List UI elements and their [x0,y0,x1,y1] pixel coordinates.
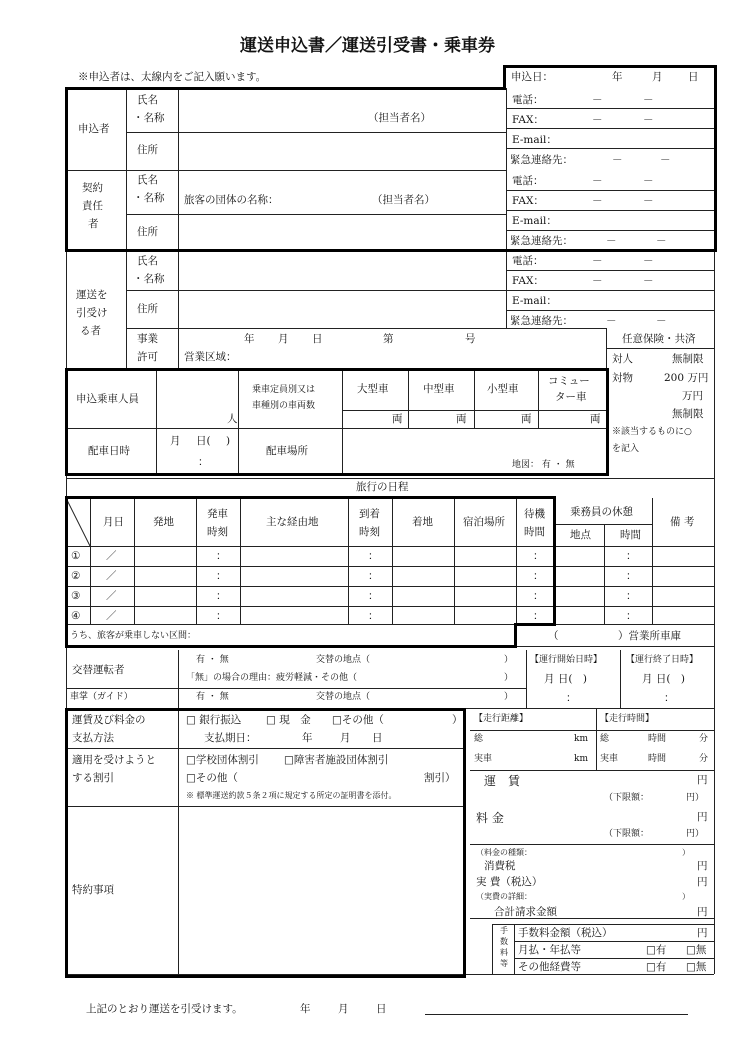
insurance-man-yen: 万円 [682,390,703,402]
time-colon: ： [533,550,544,562]
operation-end-md: 月 日( ) [642,673,686,685]
table-rule [408,370,409,428]
table-rule [506,210,714,211]
permit-label: 事業 [137,333,158,345]
table-rule [506,310,714,311]
permit-month: 月 [278,333,289,345]
acceptance-year: 年 [300,1003,311,1015]
table-rule [470,918,714,919]
date-slash: ／ [106,610,117,622]
col-departure: 発車 [207,508,228,520]
applicant-fax-label: FAX： [512,114,544,126]
acceptance-month: 月 [338,1003,349,1015]
col-route: 主な経由地 [266,516,319,528]
distance-title: 【走行距離】 [474,714,529,724]
dash: － [643,255,654,267]
table-rule [65,368,68,476]
time-colon: ： [626,590,637,602]
total-amount-label: 合計請求金額 [494,906,557,918]
discount-close: 割引） [424,772,456,784]
table-rule [65,708,68,978]
table-rule [65,368,609,371]
time-colon: ： [368,550,379,562]
payment-due-day: 日 [372,732,383,744]
time-colon: ： [533,590,544,602]
carrier-fax-label: FAX： [512,275,544,287]
time-colon: ： [216,570,227,582]
col-departure-2: 時刻 [207,526,228,538]
table-rule [506,148,714,149]
paren: ） [682,848,690,857]
table-rule [506,290,714,291]
contract-email-label: E-mail： [512,215,557,227]
carrier-label-2: 引受け [76,307,108,319]
other-expenses-label: その他経費等 [518,961,581,973]
dash: － [592,275,603,287]
table-rule [178,88,179,368]
table-rule [238,370,239,474]
group-name-label: 旅客の団体の名称： [184,194,279,206]
minute-unit: 分 [699,734,709,744]
table-rule [156,428,157,474]
col-origin: 発地 [153,516,174,528]
table-rule [463,708,466,978]
operation-start-colon: ： [566,692,577,704]
commission-label: 手数料金額（税込） [518,927,613,939]
acceptance-day: 日 [376,1003,387,1015]
table-rule [553,496,556,626]
paren: ） [504,655,514,665]
hour-unit: 時間 [648,754,667,764]
table-rule [66,428,606,429]
permit-day: 日 [312,333,323,345]
dispatch-paren: ) [226,435,231,447]
dash: － [656,315,667,327]
dash: － [643,114,654,126]
date-slash: ／ [106,570,117,582]
table-rule [126,132,506,133]
table-rule [65,87,506,90]
charge-min-label: （下限額： [604,829,650,839]
table-rule [65,249,717,252]
carrier-emergency-label: 緊急連絡先： [510,315,573,327]
table-rule [606,368,609,476]
contract-tel-label: 電話： [512,175,544,187]
col-wait: 待機 [524,508,545,520]
table-rule [66,170,506,171]
operation-end-colon: ： [664,692,675,704]
payment-label: 運賃及び料金の [72,714,146,726]
permit-label-2: 許可 [137,351,158,363]
carrier-tel-label: 電話： [512,255,544,267]
row-number: ④ [71,610,81,622]
payment-cash-option: □ 現 金 [266,714,311,726]
dash: － [592,94,603,106]
page-title: 運送申込書／運送引受書・乗車券 [240,36,495,56]
discount-label: 適用を受けようと [72,754,156,766]
time-colon: ： [626,550,637,562]
dispatch-month: 月 [170,435,181,447]
capacity-label: 乗車定員別又は [252,385,316,395]
table-rule [506,108,714,109]
table-rule [66,546,714,547]
commuter-label-2: ター車 [555,391,587,403]
vehicle-unit: 両 [392,413,403,425]
col-rest-time: 時間 [620,529,641,541]
table-rule [178,650,179,708]
dash: － [592,255,603,267]
hour-unit: 時間 [648,734,667,744]
charge-label: 料 金 [476,811,504,825]
table-rule [66,688,526,689]
applicant-address-label: 住所 [137,144,158,156]
commission-vertical-label: 数 [500,937,508,946]
time-colon: ： [626,570,637,582]
dispatch-time-colon: ： [198,456,209,468]
paren: ） [682,892,690,901]
row-number: ③ [71,590,81,602]
passenger-count-label: 申込乗車人員 [76,393,139,405]
office-open: （ [548,630,559,642]
yen-unit: 円 [697,860,708,872]
table-rule [66,806,464,807]
commission-vertical-label: 料 [500,948,508,957]
apply-date-day: 日 [688,71,699,83]
signature-line [425,1014,688,1015]
table-rule [506,270,714,271]
dash: － [643,94,654,106]
relief-point-label: 交替の地点（ [316,655,371,665]
km-unit: km [574,754,588,764]
col-destination: 着地 [412,516,433,528]
vehicle-unit: 両 [521,413,532,425]
dash: － [606,235,617,247]
instruction-note: ※申込者は、太線内をご記入願います。 [78,71,267,83]
payment-other-option: □その他（ [332,714,384,726]
carrier-label-3: る者 [80,325,101,337]
table-rule [492,924,714,925]
large-bus-label: 大型車 [357,383,389,395]
km-unit: km [574,734,588,744]
contract-emergency-label: 緊急連絡先： [510,235,573,247]
table-rule [65,496,556,499]
table-rule [66,586,714,587]
insurance-property-value: 200 万円 [664,372,709,384]
persons-unit: 人 [227,413,238,425]
vehicle-unit: 両 [456,413,467,425]
table-rule [474,370,475,428]
dash: － [643,275,654,287]
medium-bus-label: 中型車 [423,383,455,395]
dash: － [660,154,671,166]
date-slash: ／ [106,590,117,602]
dash: － [612,154,623,166]
relief-reason-label: 「無」の場合の理由：疲労軽減・その他（ [186,673,358,683]
drive-time-total-label: 総 [600,734,610,744]
guide-yes-no: 有 ・ 無 [196,692,229,702]
contract-label-3: 者 [88,218,99,230]
carrier-name-label: 氏名 [137,255,158,267]
table-rule [596,708,597,770]
table-rule [514,924,515,974]
apply-date-month: 月 [652,71,663,83]
applicant-emergency-label: 緊急連絡先： [510,154,573,166]
table-rule [66,624,714,625]
operation-start-label: 【運行開始日時】 [530,655,603,665]
applicant-email-label: E-mail： [512,134,557,146]
business-area-label: 営業区域： [184,351,237,363]
contract-name-label: 氏名 [137,174,158,186]
contract-person-label: （担当者名） [372,194,435,206]
dash: － [592,195,603,207]
drive-time-title: 【走行時間】 [600,714,655,724]
col-arrival: 到着 [359,508,380,520]
time-colon: ： [216,550,227,562]
dash: － [643,195,654,207]
vehicle-unit: 両 [590,413,601,425]
table-rule [66,566,714,567]
table-rule [126,214,506,215]
col-remarks: 備 考 [670,516,695,528]
col-arrival-2: 時刻 [359,526,380,538]
disabled-discount-option: □障害者施設団体割引 [284,754,389,766]
monthly-payment-label: 月払・年払等 [518,944,581,956]
actual-cost-detail-label: （実費の詳細： [476,892,532,901]
table-rule [514,941,714,942]
paren: ） [504,692,514,702]
time-colon: ： [533,610,544,622]
dispatch-date-label: 配車日時 [88,445,130,457]
time-colon: ： [533,570,544,582]
other-expenses-yes-option: □有 [646,961,667,973]
charge-kind-label: （料金の種類： [476,848,532,857]
table-rule [65,496,68,648]
insurance-property-label: 対物 [612,372,633,384]
operation-start-md: 月 日( ) [544,673,588,685]
contract-label-2: 責任 [82,200,103,212]
discount-label-2: する割引 [72,772,114,784]
yen-unit: 円 [697,927,708,939]
dispatch-day: 日( [196,435,211,447]
distance-actual-label: 実車 [474,754,493,764]
special-terms-label: 特約事項 [72,884,114,896]
contract-name-label-2: ・名称 [133,192,165,204]
other-expenses-no-option: □無 [686,961,707,973]
table-rule [65,645,517,648]
other-discount-option: □その他（ [186,772,238,784]
table-rule [604,524,605,624]
dispatch-place-label: 配車場所 [266,445,308,457]
office-garage-label: ）営業所車庫 [618,630,681,642]
fare-min-label: （下限額： [604,793,650,803]
table-rule [65,975,466,978]
dash: － [592,175,603,187]
col-rest-place: 地点 [570,529,591,541]
date-slash: ／ [106,550,117,562]
dash: － [606,315,617,327]
contract-label-1: 契約 [82,182,103,194]
dash: － [656,235,667,247]
table-rule [156,370,157,428]
yen-unit: 円 [697,906,708,918]
payment-due-label: 支払期日： [204,732,257,744]
carrier-label-1: 運送を [76,289,108,301]
operation-end-label: 【運行終了日時】 [626,655,699,665]
insurance-title: 任意保険・共済 [622,333,696,345]
row-number: ② [71,570,81,582]
payment-label-2: 支払方法 [72,732,114,744]
table-rule [620,650,621,708]
permit-year: 年 [244,333,255,345]
paren: ） [504,673,514,683]
carrier-address-label: 住所 [137,303,158,315]
applicant-label: 申込者 [78,123,110,135]
dash: － [643,175,654,187]
apply-date-label: 申込日： [511,71,553,83]
time-colon: ： [368,610,379,622]
guide-point-label: 交替の地点（ [316,692,371,702]
time-colon: ： [216,590,227,602]
table-rule [65,473,609,476]
commission-vertical-label: 等 [500,959,508,968]
applicant-name-label-2: ・名称 [133,112,165,124]
time-colon: ： [368,570,379,582]
applicant-tel-label: 電話： [512,94,544,106]
table-rule [126,290,506,291]
capacity-label-2: 車種別の車両数 [252,401,316,411]
col-date: 月日 [103,516,124,528]
drive-time-actual-label: 実車 [600,754,619,764]
yen-unit: 円 [697,811,708,823]
no-passenger-section-label: うち、旅客が乗車しない区間： [70,631,197,641]
insurance-person-value: 無制限 [672,353,704,365]
tax-label: 消費税 [484,860,516,872]
fare-min-close: 円） [686,793,705,803]
table-rule [526,650,527,708]
table-rule [470,844,714,845]
fare-label: 運 賃 [484,774,521,788]
table-rule [65,708,466,711]
table-rule [554,524,652,525]
payment-due-year: 年 [302,732,313,744]
yen-unit: 円 [697,876,708,888]
table-rule [506,190,714,191]
table-rule [178,708,179,974]
insurance-unlimited: 無制限 [672,408,704,420]
col-rest: 乗務員の休憩 [570,506,633,518]
monthly-yes-option: □有 [646,944,667,956]
row-number: ① [71,550,81,562]
actual-cost-label: 実 費（税込） [476,876,543,888]
table-rule [66,478,714,479]
contract-fax-label: FAX： [512,195,544,207]
time-colon: ： [626,610,637,622]
minute-unit: 分 [699,754,709,764]
carrier-name-label-2: ・名称 [133,273,165,285]
yen-unit: 円 [697,774,708,786]
table-rule [342,370,343,474]
table-rule [514,623,556,626]
apply-date-year: 年 [612,71,623,83]
relief-yes-no: 有 ・ 無 [196,655,229,665]
table-rule [492,924,493,974]
time-colon: ： [368,590,379,602]
permit-no-prefix: 第 [383,333,394,345]
insurance-person-label: 対人 [612,353,633,365]
insurance-note-2: を記入 [612,444,640,454]
insurance-note-1: ※該当するものに○ [612,427,692,437]
table-rule [506,230,714,231]
table-rule [342,410,606,411]
map-availability: 地図： 有 ・ 無 [512,460,575,470]
guide-label: 車掌（ガイド） [70,692,133,702]
col-lodging: 宿泊場所 [463,516,505,528]
small-bus-label: 小型車 [487,383,519,395]
applicant-person-label: （担当者名） [368,112,431,124]
itinerary-title: 旅行の日程 [356,481,409,493]
table-rule [66,748,464,749]
table-rule [606,348,714,349]
dash: － [592,114,603,126]
table-rule [126,328,606,329]
table-rule [66,606,714,607]
charge-min-close: 円） [686,829,705,839]
contract-address-label: 住所 [137,226,158,238]
table-rule [503,65,717,68]
discount-note: ※ 標準運送約款５条２項に規定する所定の証明書を添付。 [186,791,397,800]
table-rule [506,128,714,129]
time-colon: ： [216,610,227,622]
paren: ） [452,714,463,726]
header-diagonal [66,498,91,546]
applicant-name-label: 氏名 [137,94,158,106]
carrier-email-label: E-mail： [512,295,557,307]
table-rule [538,370,539,428]
school-discount-option: □学校団体割引 [186,754,259,766]
table-rule [65,87,68,251]
payment-due-month: 月 [340,732,351,744]
monthly-no-option: □無 [686,944,707,956]
table-rule [506,88,507,328]
table-rule [516,646,714,647]
commuter-label: コミュー [548,375,590,387]
relief-driver-label: 交替運転者 [72,664,125,676]
commission-vertical-label: 手 [500,926,508,935]
table-rule [470,770,714,771]
table-rule [470,730,714,731]
table-rule [714,65,717,251]
col-wait-2: 時間 [524,526,545,538]
acceptance-statement: 上記のとおり運送を引受けます。 [86,1003,243,1015]
table-rule [514,958,714,959]
table-rule [126,88,127,368]
permit-no-suffix: 号 [465,333,476,345]
distance-total-label: 総 [474,734,484,744]
payment-bank-option: □ 銀行振込 [186,714,242,726]
